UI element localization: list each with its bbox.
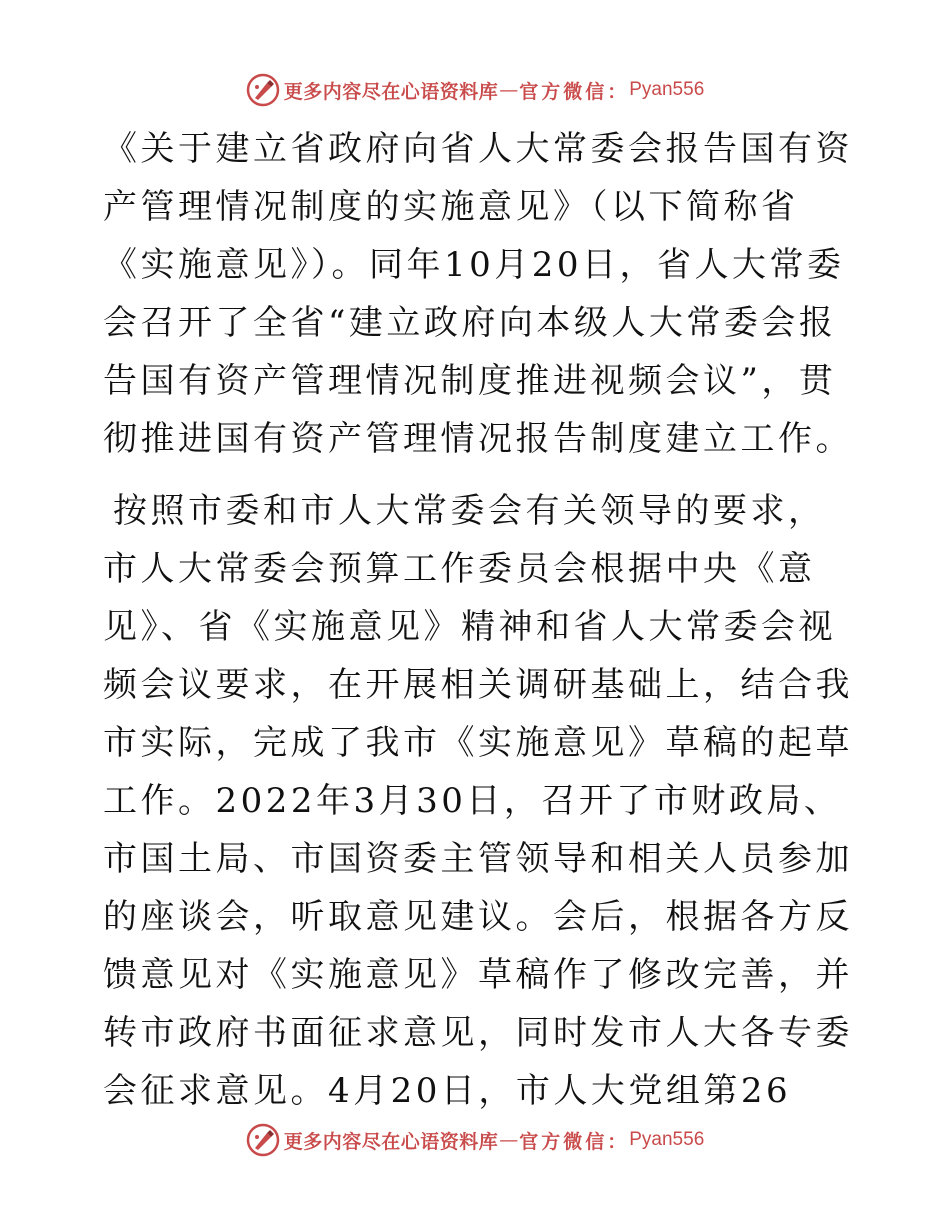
watermark-dash: — — [499, 79, 519, 101]
watermark-label: 官方微信： — [519, 80, 630, 103]
watermark-header — [0, 72, 950, 108]
watermark-brand: 更多内容尽在心语资料库 — [283, 1130, 499, 1153]
document-body — [103, 120, 853, 1120]
pen-nib-logo-icon — [246, 1123, 280, 1157]
watermark-footer — [0, 1122, 950, 1158]
watermark-label: 官方微信： — [519, 1130, 630, 1153]
watermark-brand: 更多内容尽在心语资料库 — [283, 80, 499, 103]
watermark-id: Pyan556 — [629, 79, 705, 100]
paragraph-2: 按照市委和市人大常委会有关领导的要求，市人大常委会预算工作委员会根据中央《意见》、省《实施意见》精神和省人大常委会视频会议要求，在开展相关调研基础上，结合我市实际，完成了我市《实施意见》草稿的起草工作。2022年3月30日，召开了市财政局、市国土局、市国资委主管领导和相关人员参加的座谈会，听取意见建议。会后，根据各方反馈意见对《实施意见》草稿作了修改完善，并转市政府书面征求意见，同时发市人大各专委会征求意见。4月20日，市人大党组第26 — [103, 491, 853, 1111]
watermark-dash: — — [499, 1129, 519, 1151]
pen-nib-logo-icon — [246, 73, 280, 107]
paragraph-1: 《关于建立省政府向省人大常委会报告国有资产管理情况制度的实施意见》（以下简称省《实施意见》）。同年10月20日，省人大常委会召开了全省“建立政府向本级人大常委会报告国有资产管理情况制度推进视频会议”，贯彻推进国有资产管理情况报告制度建立工作。 — [103, 129, 853, 459]
watermark-id: Pyan556 — [629, 1129, 705, 1150]
